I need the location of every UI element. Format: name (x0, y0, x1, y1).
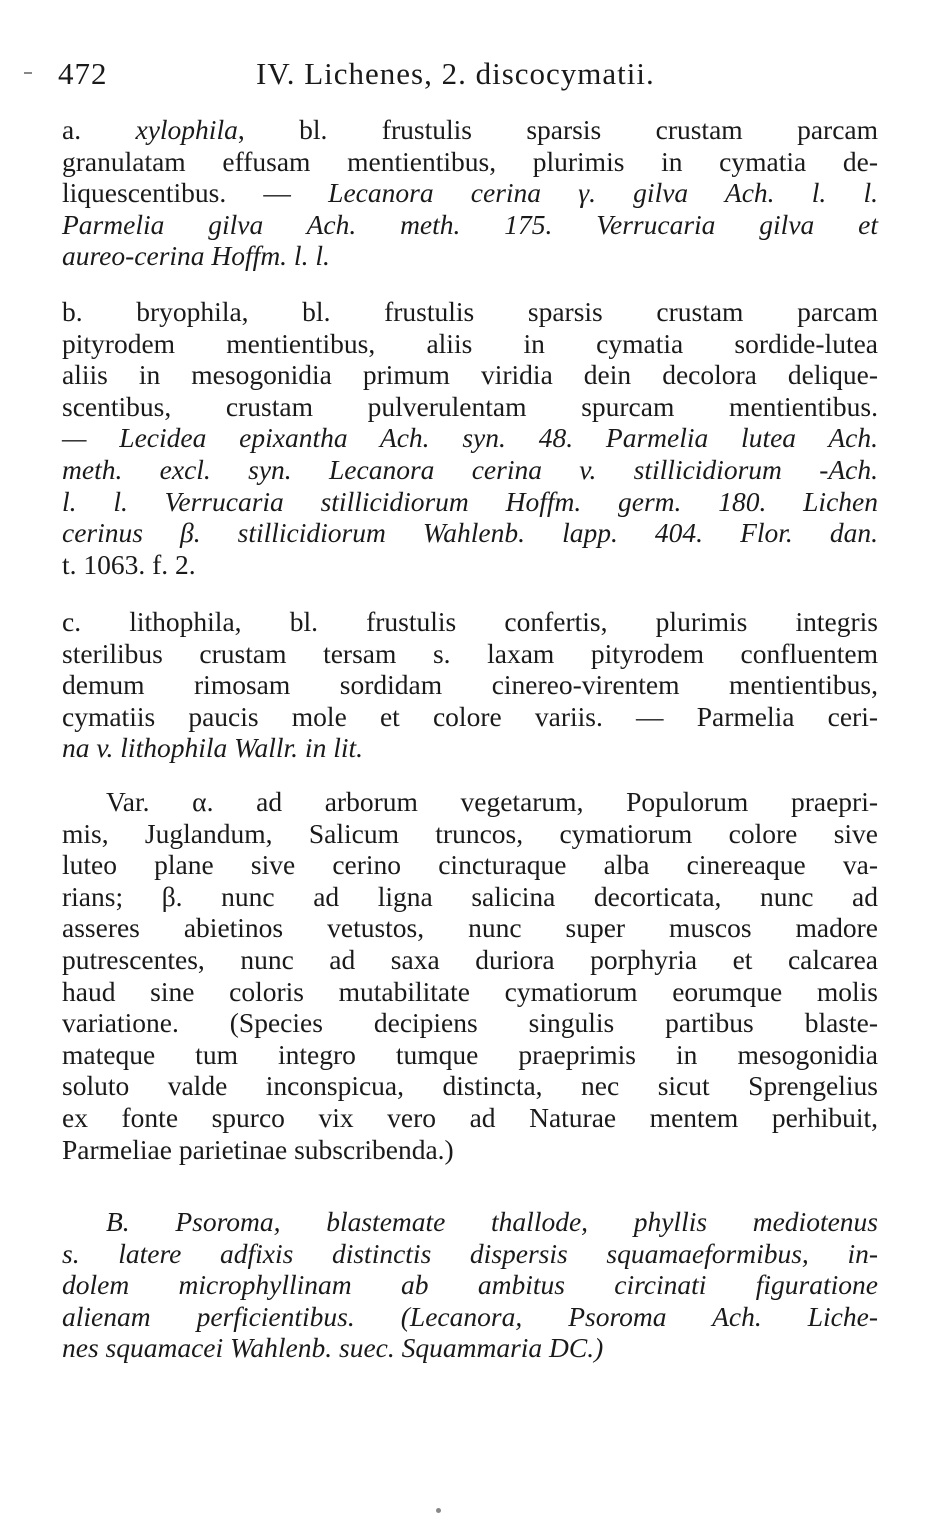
text-line: aureo-cerina Hoffm. l. l. (62, 240, 330, 272)
text-line: granulatam effusam mentientibus, plurimis in cymatia de- (62, 145, 878, 177)
paragraph-a-xylophila (62, 114, 878, 272)
text-line: a. xylophila, bl. frustulis sparsis crustam parcam (62, 114, 878, 145)
paragraph-b-bryophila (62, 296, 878, 580)
text-line: B. Psoroma, blastemate thallode, phyllis mediotenus (106, 1206, 878, 1237)
paragraph-varieties (62, 786, 878, 1165)
paragraph-B-psoroma (62, 1206, 878, 1364)
text-line: Parmelia gilva Ach. meth. 175. Verrucaria gilva et (62, 208, 878, 240)
paragraph-c-lithophila (62, 606, 878, 764)
text-line: cymatiis paucis mole et colore variis. — Parmelia ceri- (62, 700, 878, 732)
text-line: Var. α. ad arborum vegetarum, Populorum praepri- (106, 786, 878, 817)
text-line: — Lecidea epixantha Ach. syn. 48. Parmelia lutea Ach. (62, 422, 878, 454)
text-line: rians; β. nunc ad ligna salicina decorticata, nunc ad (62, 880, 878, 912)
text-line: dolem microphyllinam ab ambitus circinati figuratione (62, 1269, 878, 1301)
page-number: 472 (58, 56, 108, 91)
text-line: putrescentes, nunc ad saxa duriora porphyria et calcarea (62, 943, 878, 975)
text-line: soluto valde inconspicua, distincta, nec sicut Sprengelius (62, 1070, 878, 1102)
text-line: nes squamacei Wahlenb. suec. Squammaria DC.) (62, 1332, 604, 1364)
scan-speck (24, 72, 32, 74)
text-line: demum rimosam sordidam cinereo-virentem mentientibus, (62, 669, 878, 701)
text-line: sterilibus crustam tersam s. laxam pityrodem confluentem (62, 637, 878, 669)
text-line: alienam perficientibus. (Lecanora, Psoroma Ach. Liche- (62, 1300, 878, 1332)
text-line: na v. lithophila Wallr. in lit. (62, 732, 363, 764)
scan-speck (436, 1508, 441, 1513)
text-line: Parmeliae parietinae subscribenda.) (62, 1133, 454, 1165)
text-line: s. latere adfixis distinctis dispersis squamaeformibus, in- (62, 1237, 878, 1269)
text-line: liquescentibus. — Lecanora cerina γ. gilva Ach. l. l. (62, 177, 878, 209)
text-line: cerinus β. stillicidiorum Wahlenb. lapp. 404. Flor. dan. (62, 517, 878, 549)
text-line: c. lithophila, bl. frustulis confertis, plurimis integris (62, 606, 878, 637)
text-line: b. bryophila, bl. frustulis sparsis crustam parcam (62, 296, 878, 327)
text-line: mateque tum integro tumque praeprimis in mesogonidia (62, 1038, 878, 1070)
text-line: aliis in mesogonidia primum viridia dein decolora delique- (62, 359, 878, 391)
text-line: haud sine coloris mutabilitate cymatiorum eorumque molis (62, 975, 878, 1007)
text-line: t. 1063. f. 2. (62, 548, 196, 580)
text-line: l. l. Verrucaria stillicidiorum Hoffm. germ. 180. Lichen (62, 485, 878, 517)
text-line: ex fonte spurco vix vero ad Naturae mentem perhibuit, (62, 1101, 878, 1133)
text-line: asseres abietinos vetustos, nunc super muscos madore (62, 912, 878, 944)
text-line: pityrodem mentientibus, aliis in cymatia sordide-lutea (62, 327, 878, 359)
text-line: scentibus, crustam pulverulentam spurcam mentientibus. (62, 390, 878, 422)
text-line: variatione. (Species decipiens singulis partibus blaste- (62, 1007, 878, 1039)
text-line: luteo plane sive cerino cincturaque alba cinereaque va- (62, 849, 878, 881)
running-head (0, 56, 930, 96)
page-heading: IV. Lichenes, 2. discocymatii. (256, 56, 655, 91)
text-line: mis, Juglandum, Salicum truncos, cymatiorum colore sive (62, 817, 878, 849)
text-line: meth. excl. syn. Lecanora cerina v. stillicidiorum -Ach. (62, 453, 878, 485)
